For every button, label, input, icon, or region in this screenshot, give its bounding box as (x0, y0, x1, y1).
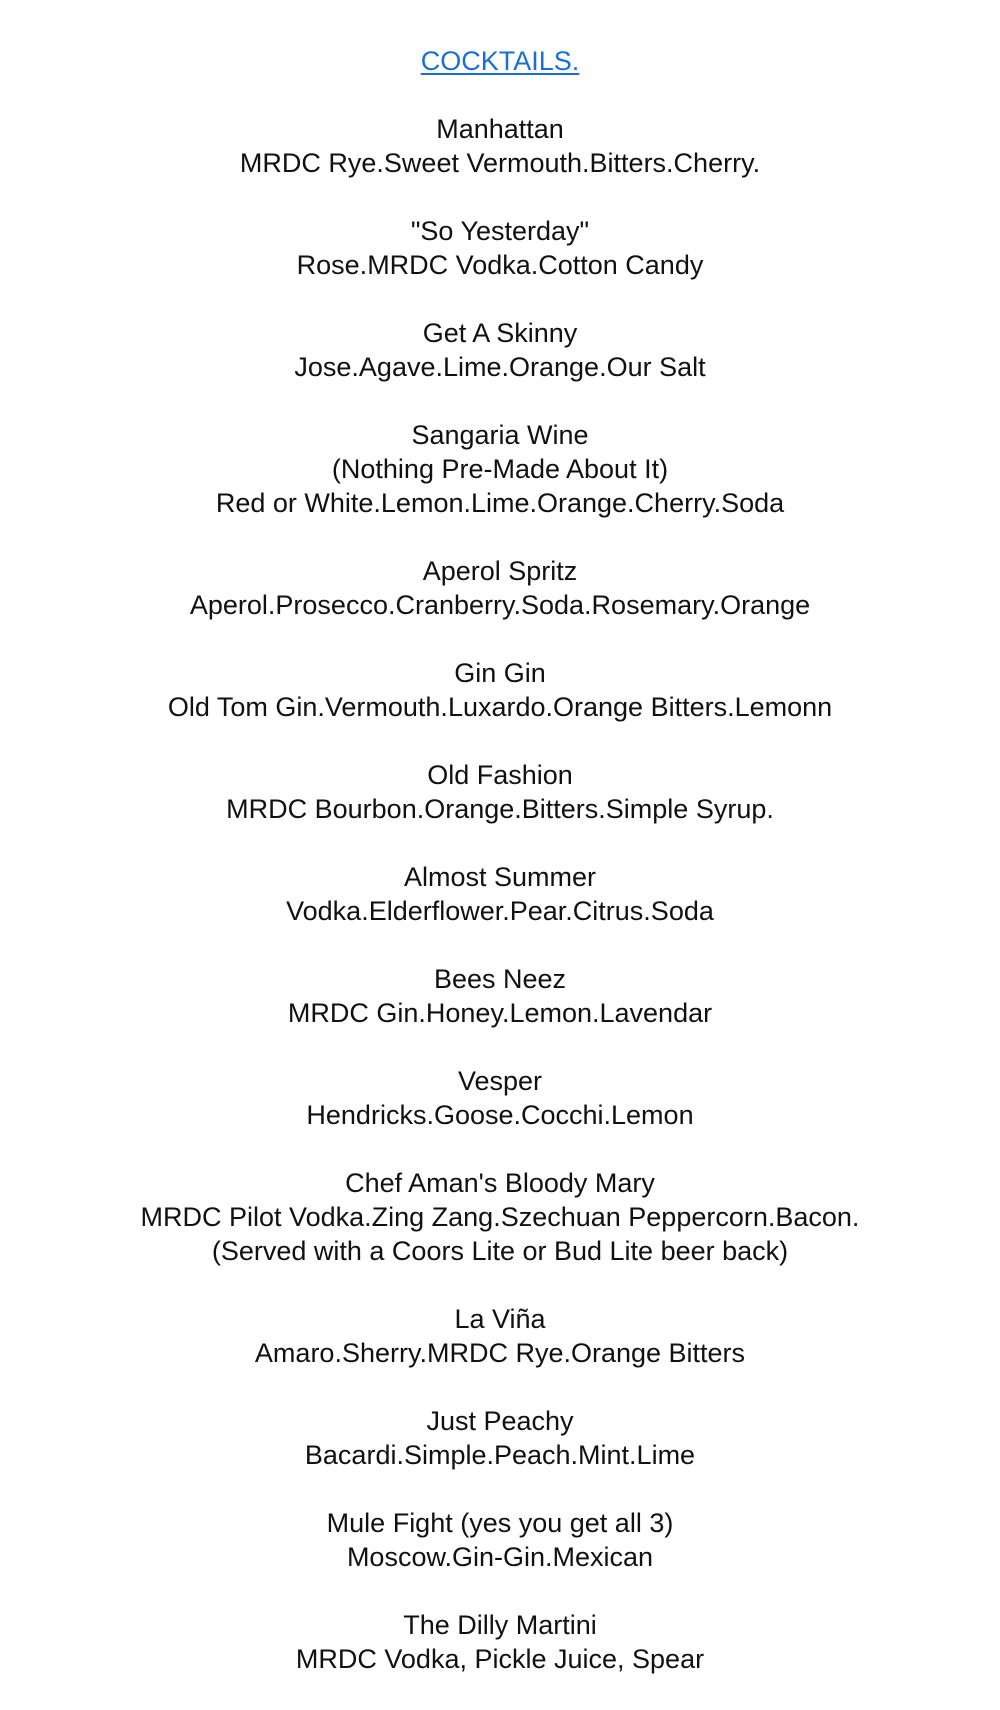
cocktail-name: Old Fashion (427, 760, 573, 790)
cocktail-description: MRDC Pilot Vodka.Zing Zang.Szechuan Peppercorn.Bacon. (140, 1202, 860, 1232)
cocktail-name: Almost Summer (403, 862, 597, 892)
cocktail-menu (0, 44, 1000, 1710)
cocktail-description: (Served with a Coors Lite or Bud Lite beer back) (211, 1236, 789, 1266)
cocktail-name: Manhattan (436, 114, 564, 144)
cocktail-name: Get A Skinny (422, 318, 578, 348)
cocktail-description: Bacardi.Simple.Peach.Mint.Lime (304, 1440, 696, 1470)
cocktail-name: Gin Gin (454, 658, 546, 688)
cocktail-name: "So Yesterday" (410, 216, 590, 246)
cocktails-heading-link[interactable]: COCKTAILS. (420, 46, 580, 76)
cocktail-name: La Viña (454, 1304, 546, 1334)
cocktail-item (0, 316, 1000, 384)
cocktail-item (0, 112, 1000, 180)
cocktail-description: (Nothing Pre-Made About It) (331, 454, 669, 484)
cocktail-item (0, 860, 1000, 928)
cocktail-item (0, 1166, 1000, 1268)
cocktail-name: Vesper (457, 1066, 543, 1096)
cocktail-item (0, 1404, 1000, 1472)
cocktail-description: Rose.MRDC Vodka.Cotton Candy (296, 250, 704, 280)
cocktail-description: MRDC Bourbon.Orange.Bitters.Simple Syrup. (226, 794, 774, 824)
cocktail-item (0, 962, 1000, 1030)
cocktail-description: Moscow.Gin-Gin.Mexican (346, 1542, 654, 1572)
cocktail-description: Amaro.Sherry.MRDC Rye.Orange Bitters (254, 1338, 746, 1368)
cocktail-description: MRDC Gin.Honey.Lemon.Lavendar (287, 998, 713, 1028)
cocktail-item (0, 418, 1000, 520)
cocktail-name: Mule Fight (yes you get all 3) (326, 1508, 674, 1538)
cocktail-name: Sangaria Wine (411, 420, 589, 450)
cocktail-list (0, 112, 1000, 1676)
cocktail-name: Aperol Spritz (422, 556, 578, 586)
cocktail-description: Aperol.Prosecco.Cranberry.Soda.Rosemary.Orange (189, 590, 811, 620)
cocktail-item (0, 656, 1000, 724)
cocktail-description: MRDC Vodka, Pickle Juice, Spear (295, 1644, 705, 1674)
cocktail-description: Red or White.Lemon.Lime.Orange.Cherry.Soda (215, 488, 785, 518)
cocktail-description: MRDC Rye.Sweet Vermouth.Bitters.Cherry. (239, 148, 761, 178)
cocktail-name: Bees Neez (433, 964, 567, 994)
cocktail-item (0, 758, 1000, 826)
cocktail-description: Hendricks.Goose.Cocchi.Lemon (306, 1100, 694, 1130)
cocktail-description: Old Tom Gin.Vermouth.Luxardo.Orange Bitters.Lemonn (167, 692, 833, 722)
cocktail-item (0, 1302, 1000, 1370)
cocktail-item (0, 1506, 1000, 1574)
cocktail-name: Chef Aman's Bloody Mary (345, 1168, 655, 1198)
cocktail-name: The Dilly Martini (403, 1610, 597, 1640)
cocktail-item (0, 554, 1000, 622)
cocktail-description: Jose.Agave.Lime.Orange.Our Salt (294, 352, 706, 382)
cocktail-name: Just Peachy (426, 1406, 574, 1436)
cocktail-item (0, 1064, 1000, 1132)
cocktail-item (0, 1608, 1000, 1676)
cocktail-item (0, 214, 1000, 282)
cocktail-description: Vodka.Elderflower.Pear.Citrus.Soda (286, 896, 714, 926)
